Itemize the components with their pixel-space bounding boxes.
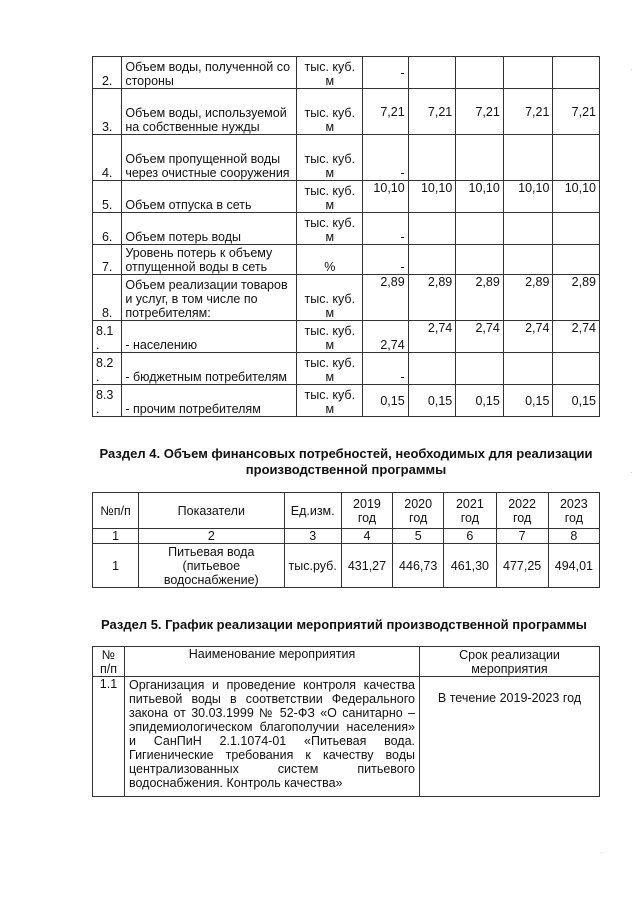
row-number: 8.2 .: [93, 353, 122, 385]
table-row: [93, 321, 600, 353]
table-row: [93, 385, 600, 417]
row-unit: %: [297, 245, 363, 275]
value-cell: 446,73: [393, 544, 444, 588]
value-cell: [456, 57, 504, 89]
value-cell: [408, 213, 456, 245]
row-unit: тыс. куб. м: [297, 181, 363, 213]
header-cell: 2023 год: [548, 493, 599, 529]
value-cell: [503, 135, 553, 181]
row-unit: тыс. куб. м: [297, 353, 363, 385]
value-cell: [408, 57, 456, 89]
value-cell: 0,15: [553, 385, 600, 417]
section-4-title: Раздел 4. Объем финансовых потребностей, необходимых для реализации производственной программы: [99, 446, 593, 477]
value-cell: [456, 135, 504, 181]
value-cell: 431,27: [341, 544, 392, 588]
scan-speck: ·: [630, 65, 633, 74]
row-unit: тыс. куб. м: [297, 275, 363, 321]
value-cell: 0,15: [408, 385, 456, 417]
value-cell: 0,15: [503, 385, 553, 417]
row-number: 8.: [93, 275, 122, 321]
schedule-table: [92, 646, 600, 797]
production-indicators-table: [92, 56, 600, 417]
value-cell: [553, 57, 600, 89]
row-unit: тыс. куб. м: [297, 135, 363, 181]
value-cell: 10,10: [553, 181, 600, 213]
value-cell: 10,10: [363, 181, 409, 213]
value-cell: [408, 353, 456, 385]
value-cell: -: [363, 353, 409, 385]
table-row: [93, 57, 600, 89]
row-name: - населению: [122, 321, 297, 353]
row-name: Объем потерь воды: [122, 213, 297, 245]
column-number: 6: [444, 529, 496, 544]
column-number: 7: [496, 529, 548, 544]
value-cell: 10,10: [456, 181, 504, 213]
header-cell: 2021 год: [444, 493, 496, 529]
value-cell: 461,30: [444, 544, 496, 588]
row-number: 4.: [93, 135, 122, 181]
row-name: Объем воды, полученной со стороны: [122, 57, 297, 89]
value-cell: 0,15: [456, 385, 504, 417]
value-cell: [503, 213, 553, 245]
value-cell: 477,25: [496, 544, 548, 588]
value-cell: 10,10: [408, 181, 456, 213]
row-name: Уровень потерь к объему отпущенной воды в сеть: [122, 245, 297, 275]
value-cell: [456, 245, 504, 275]
value-cell: 2,74: [408, 321, 456, 353]
row-name: Питьевая вода (питьевое водоснабжение): [139, 544, 284, 588]
row-number: 3.: [93, 89, 122, 135]
value-cell: [408, 135, 456, 181]
row-number: 2.: [93, 57, 122, 89]
row-number: 7.: [93, 245, 122, 275]
row-name: - бюджетным потребителям: [122, 353, 297, 385]
row-unit: тыс. куб. м: [297, 321, 363, 353]
table-row: [93, 135, 600, 181]
value-cell: [456, 353, 504, 385]
value-cell: 7,21: [408, 89, 456, 135]
value-cell: [553, 353, 600, 385]
measure-description: Организация и проведение контроля качества питьевой воды в соответствии Федерального закона от 30.03.1999 № 52-ФЗ «О санитарно – эпидемиологическом благополучии населения» и СанПиН 2.1.1074-01 «Питьевая вода. Гигиенические требования к качеству воды централизованных систем питьевого водоснабжения. Контроль качества»: [125, 677, 420, 797]
value-cell: -: [363, 245, 409, 275]
value-cell: [553, 245, 600, 275]
value-cell: 2,89: [553, 275, 600, 321]
row-unit: тыс. куб. м: [297, 57, 363, 89]
value-cell: 494,01: [548, 544, 599, 588]
value-cell: 2,89: [503, 275, 553, 321]
value-cell: 2,74: [553, 321, 600, 353]
row-name: - прочим потребителям: [122, 385, 297, 417]
table-header-row: [93, 647, 600, 677]
value-cell: 10,10: [503, 181, 553, 213]
value-cell: [456, 213, 504, 245]
value-cell: -: [363, 135, 409, 181]
row-name: Объем воды, используемой на собственные нужды: [122, 89, 297, 135]
table-row: [93, 544, 600, 588]
header-cell: № п/п: [93, 647, 125, 677]
table-row: [93, 353, 600, 385]
row-name: Объем реализации товаров и услуг, в том числе по потребителям:: [122, 275, 297, 321]
header-cell: 2022 год: [496, 493, 548, 529]
measure-term: В течение 2019-2023 год: [420, 677, 600, 797]
value-cell: 2,74: [456, 321, 504, 353]
column-number: 5: [393, 529, 444, 544]
row-unit: тыс. куб. м: [297, 213, 363, 245]
value-cell: 7,21: [456, 89, 504, 135]
value-cell: 7,21: [503, 89, 553, 135]
value-cell: [503, 57, 553, 89]
column-number: 2: [139, 529, 284, 544]
scan-speck: ·: [600, 848, 603, 857]
row-name: Объем отпуска в сеть: [122, 181, 297, 213]
row-unit: тыс. куб. м: [297, 89, 363, 135]
table-row: [93, 245, 600, 275]
header-cell: №п/п: [93, 493, 139, 529]
value-cell: [503, 353, 553, 385]
header-cell: Ед.изм.: [284, 493, 341, 529]
value-cell: 2,89: [363, 275, 409, 321]
value-cell: -: [363, 213, 409, 245]
value-cell: [553, 213, 600, 245]
row-number: 5.: [93, 181, 122, 213]
column-number: 1: [93, 529, 139, 544]
header-cell: 2019 год: [341, 493, 392, 529]
column-number: 4: [341, 529, 392, 544]
table-row: [93, 275, 600, 321]
row-number: 1.1: [93, 677, 125, 797]
row-number: 8.1 .: [93, 321, 122, 353]
column-number: 8: [548, 529, 599, 544]
value-cell: -: [363, 57, 409, 89]
value-cell: 2,74: [363, 321, 409, 353]
table-row: [93, 677, 600, 797]
financial-needs-table: [92, 492, 600, 588]
row-unit: тыс. куб. м: [297, 385, 363, 417]
header-cell: Срок реализации мероприятия: [420, 647, 600, 677]
value-cell: 2,89: [408, 275, 456, 321]
table-row: [93, 181, 600, 213]
column-number-row: [93, 529, 600, 544]
scan-speck: ·: [630, 468, 633, 477]
row-number: 8.3 .: [93, 385, 122, 417]
value-cell: [503, 245, 553, 275]
row-unit: тыс.руб.: [284, 544, 341, 588]
table-row: [93, 213, 600, 245]
header-cell: Показатели: [139, 493, 284, 529]
value-cell: 7,21: [363, 89, 409, 135]
section-5-title: Раздел 5. График реализации мероприятий производственной программы: [101, 617, 587, 632]
row-name: Объем пропущенной воды через очистные сооружения: [122, 135, 297, 181]
value-cell: [408, 245, 456, 275]
table-row: [93, 89, 600, 135]
header-cell: 2020 год: [393, 493, 444, 529]
row-number: 1: [93, 544, 139, 588]
table-header-row: [93, 493, 600, 529]
column-number: 3: [284, 529, 341, 544]
value-cell: 2,74: [503, 321, 553, 353]
value-cell: 2,89: [456, 275, 504, 321]
value-cell: 7,21: [553, 89, 600, 135]
value-cell: [553, 135, 600, 181]
header-cell: Наименование мероприятия: [125, 647, 420, 677]
value-cell: 0,15: [363, 385, 409, 417]
row-number: 6.: [93, 213, 122, 245]
